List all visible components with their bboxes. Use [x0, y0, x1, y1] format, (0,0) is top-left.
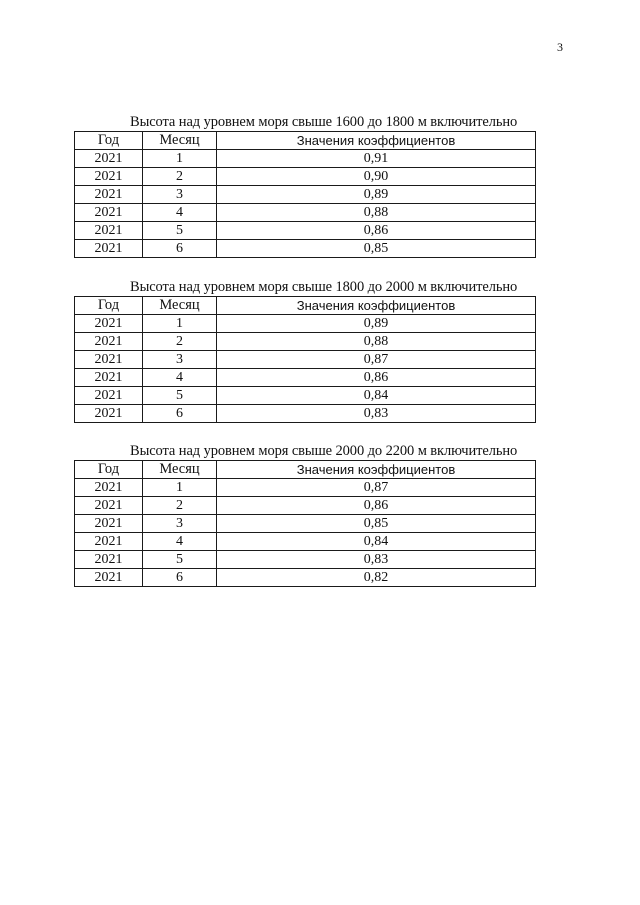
cell-month: 2	[143, 333, 217, 351]
coefficient-table	[74, 460, 536, 587]
cell-month: 5	[143, 222, 217, 240]
cell-year: 2021	[75, 387, 143, 405]
table-row	[75, 533, 536, 551]
table-row	[75, 240, 536, 258]
cell-year: 2021	[75, 569, 143, 587]
cell-value: 0,88	[217, 204, 536, 222]
cell-value: 0,84	[217, 387, 536, 405]
header-month: Месяц	[143, 132, 217, 150]
table-header-row	[75, 132, 536, 150]
cell-value: 0,83	[217, 405, 536, 423]
cell-month: 1	[143, 315, 217, 333]
cell-year: 2021	[75, 333, 143, 351]
table-row	[75, 515, 536, 533]
cell-value: 0,86	[217, 497, 536, 515]
table-row	[75, 551, 536, 569]
section-title: Высота над уровнем моря свыше 1800 до 2000 м включительно	[130, 279, 518, 295]
cell-month: 5	[143, 551, 217, 569]
cell-value: 0,85	[217, 515, 536, 533]
cell-year: 2021	[75, 479, 143, 497]
table-row	[75, 569, 536, 587]
cell-year: 2021	[75, 497, 143, 515]
cell-month: 2	[143, 497, 217, 515]
cell-month: 4	[143, 369, 217, 387]
cell-value: 0,87	[217, 351, 536, 369]
table-row	[75, 405, 536, 423]
coefficient-table	[74, 131, 536, 258]
table-row	[75, 186, 536, 204]
table-header-row	[75, 461, 536, 479]
header-month: Месяц	[143, 297, 217, 315]
cell-value: 0,90	[217, 168, 536, 186]
table-row	[75, 351, 536, 369]
header-year: Год	[75, 132, 143, 150]
cell-value: 0,86	[217, 369, 536, 387]
cell-year: 2021	[75, 369, 143, 387]
header-value: Значения коэффициентов	[217, 297, 536, 315]
section-title: Высота над уровнем моря свыше 1600 до 1800 м включительно	[130, 114, 518, 130]
cell-year: 2021	[75, 186, 143, 204]
cell-month: 1	[143, 150, 217, 168]
cell-value: 0,85	[217, 240, 536, 258]
table-row	[75, 369, 536, 387]
table-row	[75, 204, 536, 222]
cell-value: 0,83	[217, 551, 536, 569]
cell-year: 2021	[75, 351, 143, 369]
cell-month: 3	[143, 351, 217, 369]
table-row	[75, 497, 536, 515]
cell-year: 2021	[75, 515, 143, 533]
cell-year: 2021	[75, 240, 143, 258]
cell-month: 6	[143, 569, 217, 587]
cell-value: 0,91	[217, 150, 536, 168]
cell-value: 0,89	[217, 186, 536, 204]
cell-value: 0,82	[217, 569, 536, 587]
cell-year: 2021	[75, 533, 143, 551]
cell-month: 4	[143, 204, 217, 222]
table-row	[75, 168, 536, 186]
page-number: 3	[557, 40, 563, 54]
cell-year: 2021	[75, 405, 143, 423]
cell-year: 2021	[75, 168, 143, 186]
cell-month: 5	[143, 387, 217, 405]
cell-year: 2021	[75, 315, 143, 333]
cell-value: 0,89	[217, 315, 536, 333]
cell-value: 0,86	[217, 222, 536, 240]
table-row	[75, 333, 536, 351]
cell-year: 2021	[75, 222, 143, 240]
cell-year: 2021	[75, 551, 143, 569]
table-header-row	[75, 297, 536, 315]
table-row	[75, 222, 536, 240]
coefficient-table	[74, 296, 536, 423]
cell-value: 0,87	[217, 479, 536, 497]
cell-month: 3	[143, 186, 217, 204]
cell-year: 2021	[75, 150, 143, 168]
section-title: Высота над уровнем моря свыше 2000 до 2200 м включительно	[130, 443, 518, 459]
cell-month: 2	[143, 168, 217, 186]
cell-value: 0,84	[217, 533, 536, 551]
table-row	[75, 150, 536, 168]
table-row	[75, 315, 536, 333]
cell-month: 4	[143, 533, 217, 551]
table-row	[75, 479, 536, 497]
cell-month: 6	[143, 405, 217, 423]
header-year: Год	[75, 461, 143, 479]
cell-value: 0,88	[217, 333, 536, 351]
cell-month: 6	[143, 240, 217, 258]
header-month: Месяц	[143, 461, 217, 479]
header-value: Значения коэффициентов	[217, 132, 536, 150]
cell-month: 1	[143, 479, 217, 497]
table-row	[75, 387, 536, 405]
cell-year: 2021	[75, 204, 143, 222]
cell-month: 3	[143, 515, 217, 533]
header-value: Значения коэффициентов	[217, 461, 536, 479]
header-year: Год	[75, 297, 143, 315]
